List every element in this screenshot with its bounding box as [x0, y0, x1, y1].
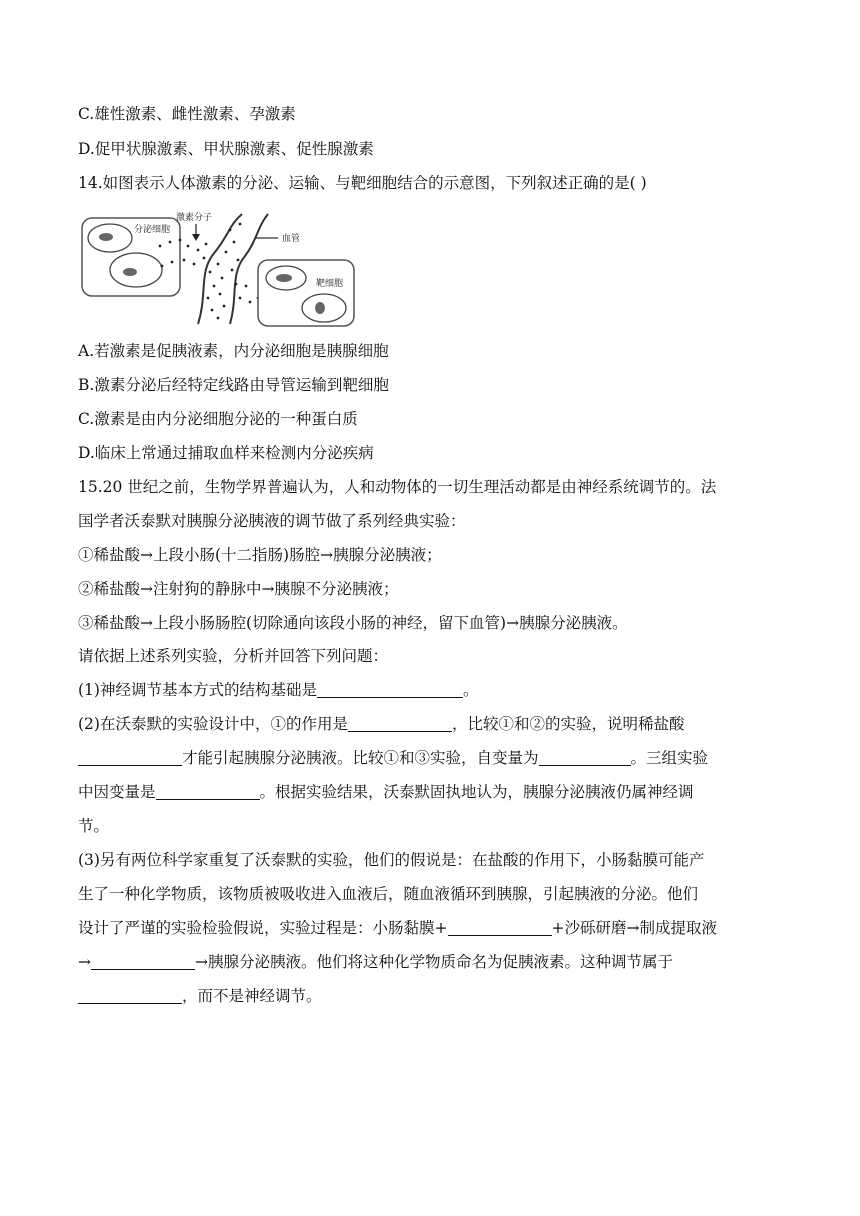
- hormone-transport-diagram: [80, 212, 362, 328]
- label-vessel: 血管: [282, 234, 301, 244]
- q15-part3-text-d: +沙砾研磨→制成提取液: [551, 919, 717, 937]
- q14-option-a: A.若激素是促胰液素，内分泌细胞是胰腺细胞: [78, 342, 389, 360]
- answer-blank-1[interactable]: [317, 681, 463, 698]
- q15-part3-text-f: →胰腺分泌胰液。他们将这种化学物质命名为促胰液素。这种调节属于: [195, 953, 673, 971]
- q14-option-d: D.临床上常通过捕取血样来检测内分泌疾病: [78, 444, 374, 462]
- q15-part2-text-e: 中因变量是: [78, 783, 156, 801]
- target-nucleus-1: [276, 274, 292, 282]
- q14-option-c: C.激素是由内分泌细胞分泌的一种蛋白质: [78, 410, 358, 428]
- q15-part2-text-b: ，比较①和②的实验，说明稀盐酸: [451, 715, 685, 733]
- q15-experiment-1: ①稀盐酸→上段小肠(十二指肠)肠腔→胰腺分泌胰液；: [78, 546, 442, 564]
- q15-part3-text-e: →: [78, 953, 91, 971]
- vessel-wall-left: [198, 214, 242, 324]
- answer-blank-3[interactable]: [78, 749, 182, 766]
- answer-blank-7[interactable]: [91, 953, 195, 970]
- q13-option-c: C.雄性激素、雌性激素、孕激素: [78, 105, 296, 123]
- q15-experiment-3: ③稀盐酸→上段小肠肠腔(切除通向该段小肠的神经，留下血管)→胰腺分泌胰液。: [78, 614, 628, 632]
- q15-part2-line2: [78, 747, 708, 769]
- q15-part1-text: (1)神经调节基本方式的结构基础是: [78, 681, 317, 699]
- q15-part2-line1: [78, 713, 684, 735]
- secretory-nucleus-2: [123, 268, 137, 276]
- answer-blank-4[interactable]: [539, 749, 631, 766]
- q15-intro-line1: 15.20 世纪之前，生物学界普遍认为，人和动物体的一切生理活动都是由神经系统调节的。法: [78, 478, 717, 496]
- q15-intro-line2: 国学者沃泰默对胰腺分泌胰液的调节做了系列经典实验：: [78, 512, 466, 530]
- answer-blank-8[interactable]: [78, 987, 182, 1004]
- answer-blank-5[interactable]: [156, 783, 260, 800]
- hormone-arrowhead: [192, 234, 200, 241]
- label-secretory-cell: 分泌细胞: [134, 225, 171, 235]
- label-target-cell: 靶细胞: [316, 279, 344, 289]
- q15-part2-line3: [78, 781, 694, 803]
- q15-part3-line4: [78, 951, 673, 973]
- q14-option-b: B.激素分泌后经特定线路由导管运输到靶细胞: [78, 376, 389, 394]
- answer-blank-6[interactable]: [448, 919, 552, 936]
- q15-part3-line1: (3)另有两位科学家重复了沃泰默的实验，他们的假说是：在盐酸的作用下，小肠黏膜可能产: [78, 851, 705, 869]
- q14-stem: 14.如图表示人体激素的分泌、运输、与靶细胞结合的示意图，下列叙述正确的是( ): [78, 174, 647, 192]
- q15-part2-text-f: 。根据实验结果，沃泰默固执地认为，胰腺分泌胰液仍属神经调: [259, 783, 694, 801]
- q15-part2-text-a: (2)在沃泰默的实验设计中，①的作用是: [78, 715, 348, 733]
- q15-experiment-2: ②稀盐酸→注射狗的静脉中→胰腺不分泌胰液；: [78, 580, 399, 598]
- target-nucleus-2: [315, 302, 325, 314]
- secretory-nucleus-1: [99, 233, 113, 241]
- q15-part2-text-c: 才能引起胰腺分泌胰液。比较①和③实验，自变量为: [182, 749, 539, 767]
- label-hormone: 激素分子: [176, 213, 213, 223]
- q15-part3-text-g: ，而不是神经调节。: [182, 987, 322, 1005]
- q15-part1-end: 。: [462, 681, 479, 699]
- q15-prompt: 请依据上述系列实验，分析并回答下列问题：: [78, 647, 389, 665]
- q15-part3-line3: [78, 917, 717, 939]
- answer-blank-2[interactable]: [348, 715, 452, 732]
- q15-part3-text-c: 设计了严谨的实验检验假说，实验过程是：小肠黏膜+: [78, 919, 448, 937]
- q13-option-d: D.促甲状腺激素、甲状腺激素、促性腺激素: [78, 140, 374, 158]
- q15-part2-line4: 节。: [78, 817, 110, 835]
- q15-part3-line2: 生了一种化学物质，该物质被吸收进入血液后，随血液循环到胰腺，引起胰液的分泌。他们: [78, 885, 699, 903]
- q15-part2-text-d: 。三组实验: [630, 749, 709, 767]
- q15-part1: [78, 679, 478, 701]
- q15-part3-line5: [78, 985, 322, 1007]
